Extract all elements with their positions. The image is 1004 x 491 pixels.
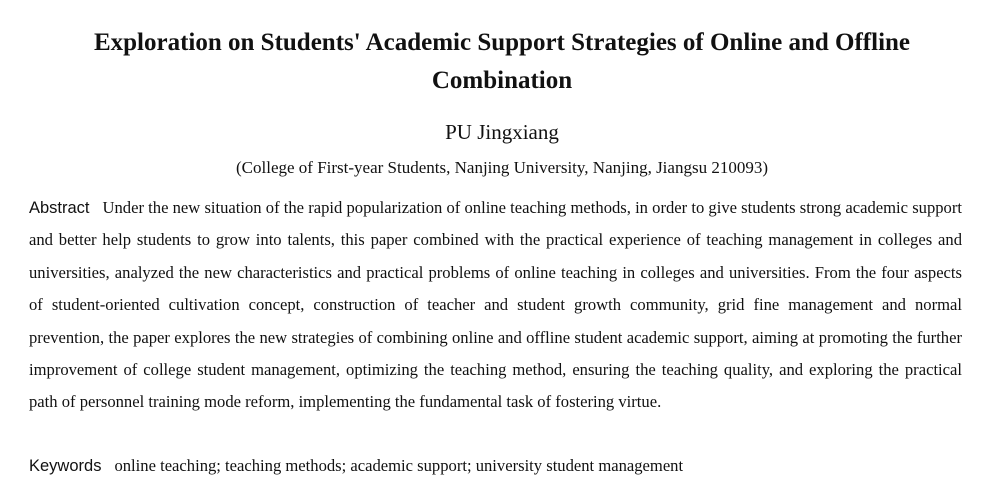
keywords-label: Keywords: [29, 457, 102, 475]
author-name: PU Jingxiang: [445, 120, 559, 144]
abstract-text: Under the new situation of the rapid popularization of online teaching methods, in order to give students strong academic support and better help students to grow into talents, this paper combined with the practical experience of teaching management in colleges and universities, analyzed the new characteristics and practical problems of online teaching in colleges and universities. From the four aspects of student-oriented cultivation concept, construction of teacher and student growth community, grid fine management and normal prevention, the paper explores the new strategies of combining online and offline student academic support, aiming at promoting the further improvement of college student management, optimizing the teaching method, ensuring the teaching quality, and exploring the practical path of personnel training mode reform, implementing the fundamental task of fostering virtue.: [29, 198, 962, 412]
keywords-text: online teaching; teaching methods; academic support; university student management: [114, 456, 684, 475]
abstract-label: Abstract: [29, 199, 90, 217]
author-affiliation: (College of First-year Students, Nanjing University, Nanjing, Jiangsu 210093): [236, 158, 768, 177]
keywords-section: [29, 451, 962, 481]
paper-title: Exploration on Students' Academic Support Strategies of Online and Offline Combination: [93, 29, 911, 94]
abstract-section: [29, 192, 962, 419]
